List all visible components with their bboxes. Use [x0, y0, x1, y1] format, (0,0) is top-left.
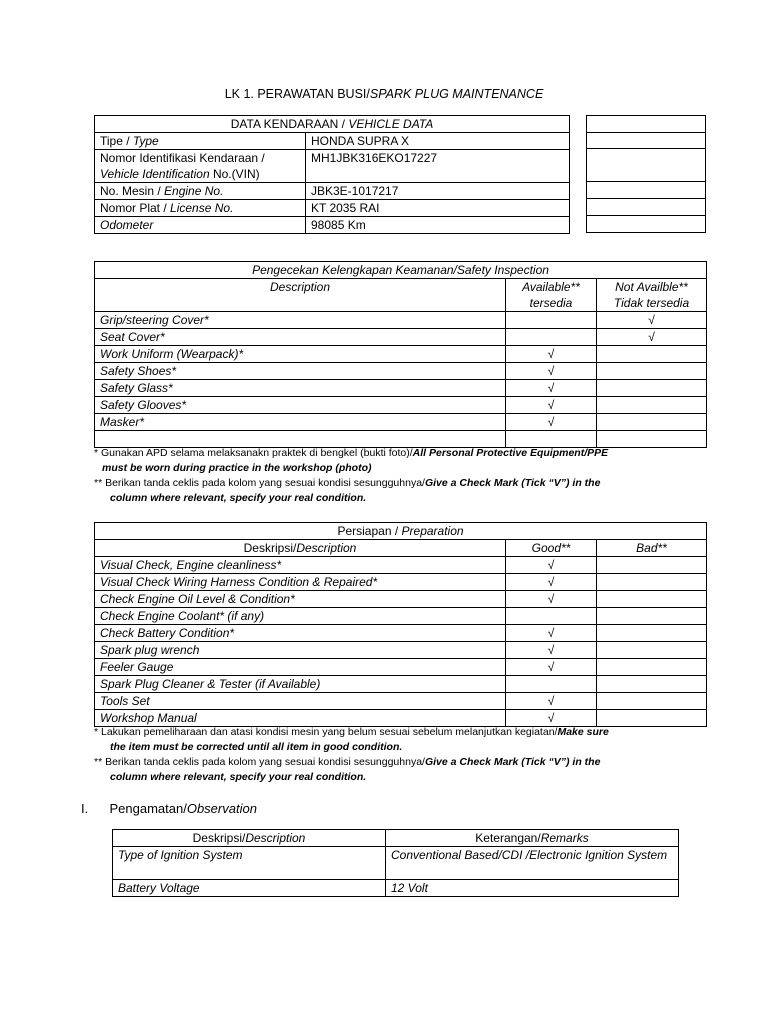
- col-not-available-line1: Not Availble**: [615, 280, 688, 294]
- col-italic: Description: [296, 541, 357, 555]
- label-italic: Engine No.: [164, 184, 224, 198]
- prep-title-italic: Preparation: [401, 524, 464, 538]
- observation-item: Battery Voltage: [113, 880, 386, 897]
- heading-italic: Observation: [186, 801, 257, 816]
- col-italic: Description: [245, 831, 306, 845]
- note-text: * Gunakan APD selama melaksanakn praktek di bengkel (bukti foto)/: [94, 447, 413, 459]
- note-text-emphasis: Give a Check Mark (Tick “V”) in the: [424, 756, 601, 768]
- table-row: [95, 710, 707, 727]
- safety-not-available-check[interactable]: [597, 363, 707, 380]
- label-normal: Tipe /: [100, 134, 133, 148]
- safety-item: [95, 431, 506, 448]
- table-row: [95, 346, 707, 363]
- prep-bad-check[interactable]: [597, 676, 707, 693]
- safety-available-check[interactable]: [506, 312, 597, 329]
- prep-good-check[interactable]: [506, 676, 597, 693]
- table-row: [95, 397, 707, 414]
- safety-item: Grip/steering Cover*: [95, 312, 506, 329]
- col-not-available-line2: Tidak tersedia: [613, 296, 690, 310]
- safety-col-not-available: [597, 279, 707, 312]
- observation-col-remarks: [386, 830, 679, 847]
- safety-item: Masker*: [95, 414, 506, 431]
- col-normal: Deskripsi/: [243, 541, 297, 555]
- prep-good-check[interactable]: √: [506, 591, 597, 608]
- label-italic: Vehicle Identification: [100, 167, 210, 181]
- table-row: [95, 608, 707, 625]
- table-row: [95, 363, 707, 380]
- observation-item: Type of Ignition System: [113, 847, 386, 880]
- safety-note-1: [94, 446, 714, 461]
- prep-item: Check Engine Coolant* (if any): [95, 608, 506, 625]
- prep-bad-check[interactable]: [597, 557, 707, 574]
- table-row: [95, 431, 707, 448]
- safety-notes: [94, 446, 714, 506]
- note-text: ** Berikan tanda ceklis pada kolom yang sesuai kondisi sesungguhnya/: [94, 477, 425, 489]
- prep-bad-check[interactable]: [597, 608, 707, 625]
- safety-title: Pengecekan Kelengkapan Keamanan/Safety Inspection: [95, 262, 707, 279]
- safety-item: Seat Cover*: [95, 329, 506, 346]
- prep-item: Check Engine Oil Level & Condition*: [95, 591, 506, 608]
- prep-note-1-continued: the item must be corrected until all item in good condition.: [110, 741, 403, 753]
- observation-col-description: [113, 830, 386, 847]
- safety-item: Safety Glass*: [95, 380, 506, 397]
- table-row: [95, 380, 707, 397]
- preparation-col-description: [95, 540, 506, 557]
- observation-remark[interactable]: Conventional Based/CDI /Electronic Ignition System: [386, 847, 679, 880]
- table-row: [113, 847, 679, 880]
- prep-item: Visual Check Wiring Harness Condition & Repaired*: [95, 574, 506, 591]
- preparation-col-bad: Bad**: [597, 540, 707, 557]
- prep-item: Check Battery Condition*: [95, 625, 506, 642]
- table-row: [95, 625, 707, 642]
- col-available-line2: tersedia: [529, 296, 573, 310]
- safety-not-available-check[interactable]: √: [597, 329, 707, 346]
- prep-bad-check[interactable]: [597, 625, 707, 642]
- table-row: [95, 312, 707, 329]
- prep-item: Visual Check, Engine cleanliness*: [95, 557, 506, 574]
- prep-good-check[interactable]: √: [506, 659, 597, 676]
- prep-bad-check[interactable]: [597, 591, 707, 608]
- col-normal: Deskripsi/: [192, 831, 246, 845]
- note-text-emphasis: Make sure: [557, 726, 609, 738]
- vehicle-odometer-value: 98085 Km: [306, 217, 570, 234]
- prep-title-normal: Persiapan /: [337, 524, 402, 538]
- vehicle-vin-value: MH1JBK316EKO17227: [306, 150, 570, 183]
- prep-good-check[interactable]: [506, 608, 597, 625]
- note-text: * Lakukan pemeliharaan dan atasi kondisi mesin yang belum sesuai sebelum melanjutkan kegiatan/: [94, 726, 558, 738]
- table-row: [95, 591, 707, 608]
- label-normal: Nomor Identifikasi Kendaraan /: [100, 151, 265, 165]
- vehicle-data-header: [95, 116, 570, 133]
- title-normal: LK 1. PERAWATAN BUSI/: [224, 87, 370, 101]
- safety-available-check[interactable]: √: [506, 363, 597, 380]
- vehicle-engine-label: [95, 183, 306, 200]
- safety-available-check[interactable]: √: [506, 380, 597, 397]
- safety-not-available-check[interactable]: [597, 414, 707, 431]
- table-row: [95, 329, 707, 346]
- prep-item: Spark Plug Cleaner & Tester (if Available): [95, 676, 506, 693]
- prep-note-2: [94, 755, 714, 770]
- safety-not-available-check[interactable]: [597, 346, 707, 363]
- table-row: [95, 414, 707, 431]
- prep-bad-check[interactable]: [597, 574, 707, 591]
- prep-good-check[interactable]: √: [506, 557, 597, 574]
- label-normal: Nomor Plat /: [100, 201, 171, 215]
- vehicle-header-italic: VEHICLE DATA: [348, 117, 434, 131]
- safety-available-check[interactable]: [506, 431, 597, 448]
- prep-good-check[interactable]: √: [506, 710, 597, 727]
- safety-note-2: [94, 476, 714, 491]
- prep-note-2-continued: column where relevant, specify your real condition.: [110, 771, 367, 783]
- safety-not-available-check[interactable]: [597, 380, 707, 397]
- col-available-line1: Available**: [522, 280, 580, 294]
- safety-item: Safety Shoes*: [95, 363, 506, 380]
- table-row: [95, 574, 707, 591]
- vehicle-odometer-label: [95, 217, 306, 234]
- col-normal: Keterangan/: [475, 831, 541, 845]
- observation-table: [112, 829, 679, 897]
- heading-normal: Pengamatan/: [109, 801, 187, 816]
- vehicle-engine-value: JBK3E-1017217: [306, 183, 570, 200]
- observation-remark[interactable]: 12 Volt: [386, 880, 679, 897]
- photo-box-cell: [587, 216, 706, 233]
- safety-col-description: Description: [95, 279, 506, 312]
- safety-note-2-continued: column where relevant, specify your real condition.: [110, 492, 367, 504]
- safety-available-check[interactable]: √: [506, 414, 597, 431]
- label-italic: Odometer: [100, 218, 154, 232]
- safety-inspection-table: [94, 261, 707, 448]
- prep-bad-check[interactable]: [597, 693, 707, 710]
- preparation-table: [94, 522, 707, 727]
- safety-available-check[interactable]: [506, 329, 597, 346]
- vehicle-vin-label: [95, 150, 306, 183]
- preparation-title: [95, 523, 707, 540]
- safety-item: Work Uniform (Wearpack)*: [95, 346, 506, 363]
- prep-good-check[interactable]: √: [506, 574, 597, 591]
- safety-not-available-check[interactable]: √: [597, 312, 707, 329]
- table-row: [95, 659, 707, 676]
- note-text-emphasis: Give a Check Mark (Tick “V”) in the: [424, 477, 601, 489]
- prep-bad-check[interactable]: [597, 659, 707, 676]
- col-italic: Remarks: [540, 831, 589, 845]
- safety-note-1-continued: must be worn during practice in the workshop (photo): [102, 462, 372, 474]
- table-row: [95, 557, 707, 574]
- table-row: [95, 676, 707, 693]
- photo-box-cell: [587, 149, 706, 182]
- safety-item: Safety Glooves*: [95, 397, 506, 414]
- vehicle-plate-label: [95, 200, 306, 217]
- prep-item: Workshop Manual: [95, 710, 506, 727]
- preparation-col-good: Good**: [506, 540, 597, 557]
- note-text-emphasis: All Personal Protective Equipment/PPE: [412, 447, 609, 459]
- table-row: [95, 642, 707, 659]
- label-normal: No. Mesin /: [100, 184, 165, 198]
- vehicle-type-label: [95, 133, 306, 150]
- preparation-notes: [94, 725, 714, 785]
- vehicle-data-table: [94, 115, 570, 234]
- photo-box-cell: [587, 182, 706, 199]
- note-text: ** Berikan tanda ceklis pada kolom yang sesuai kondisi sesungguhnya/: [94, 756, 425, 768]
- document-title: [0, 87, 768, 101]
- label-italic: License No.: [170, 201, 234, 215]
- prep-item: Feeler Gauge: [95, 659, 506, 676]
- table-row: [95, 693, 707, 710]
- vehicle-header-normal: DATA KENDARAAN /: [230, 117, 349, 131]
- label-normal-2: No.(VIN): [209, 167, 260, 181]
- photo-box: [586, 115, 706, 233]
- heading-number: I.: [81, 801, 89, 816]
- prep-note-1: [94, 725, 714, 740]
- vehicle-plate-value: KT 2035 RAI: [306, 200, 570, 217]
- photo-box-cell: [587, 199, 706, 216]
- safety-available-check[interactable]: √: [506, 397, 597, 414]
- prep-good-check[interactable]: √: [506, 693, 597, 710]
- photo-box-cell: [587, 116, 706, 133]
- prep-good-check[interactable]: √: [506, 625, 597, 642]
- title-italic: SPARK PLUG MAINTENANCE: [369, 87, 544, 101]
- vehicle-type-value: HONDA SUPRA X: [306, 133, 570, 150]
- prep-bad-check[interactable]: [597, 642, 707, 659]
- prep-good-check[interactable]: √: [506, 642, 597, 659]
- safety-not-available-check[interactable]: [597, 431, 707, 448]
- observation-heading: [81, 801, 257, 816]
- safety-available-check[interactable]: √: [506, 346, 597, 363]
- prep-bad-check[interactable]: [597, 710, 707, 727]
- photo-box-cell: [587, 133, 706, 149]
- label-italic: Type: [132, 134, 159, 148]
- prep-item: Tools Set: [95, 693, 506, 710]
- table-row: [113, 880, 679, 897]
- safety-not-available-check[interactable]: [597, 397, 707, 414]
- safety-col-available: [506, 279, 597, 312]
- prep-item: Spark plug wrench: [95, 642, 506, 659]
